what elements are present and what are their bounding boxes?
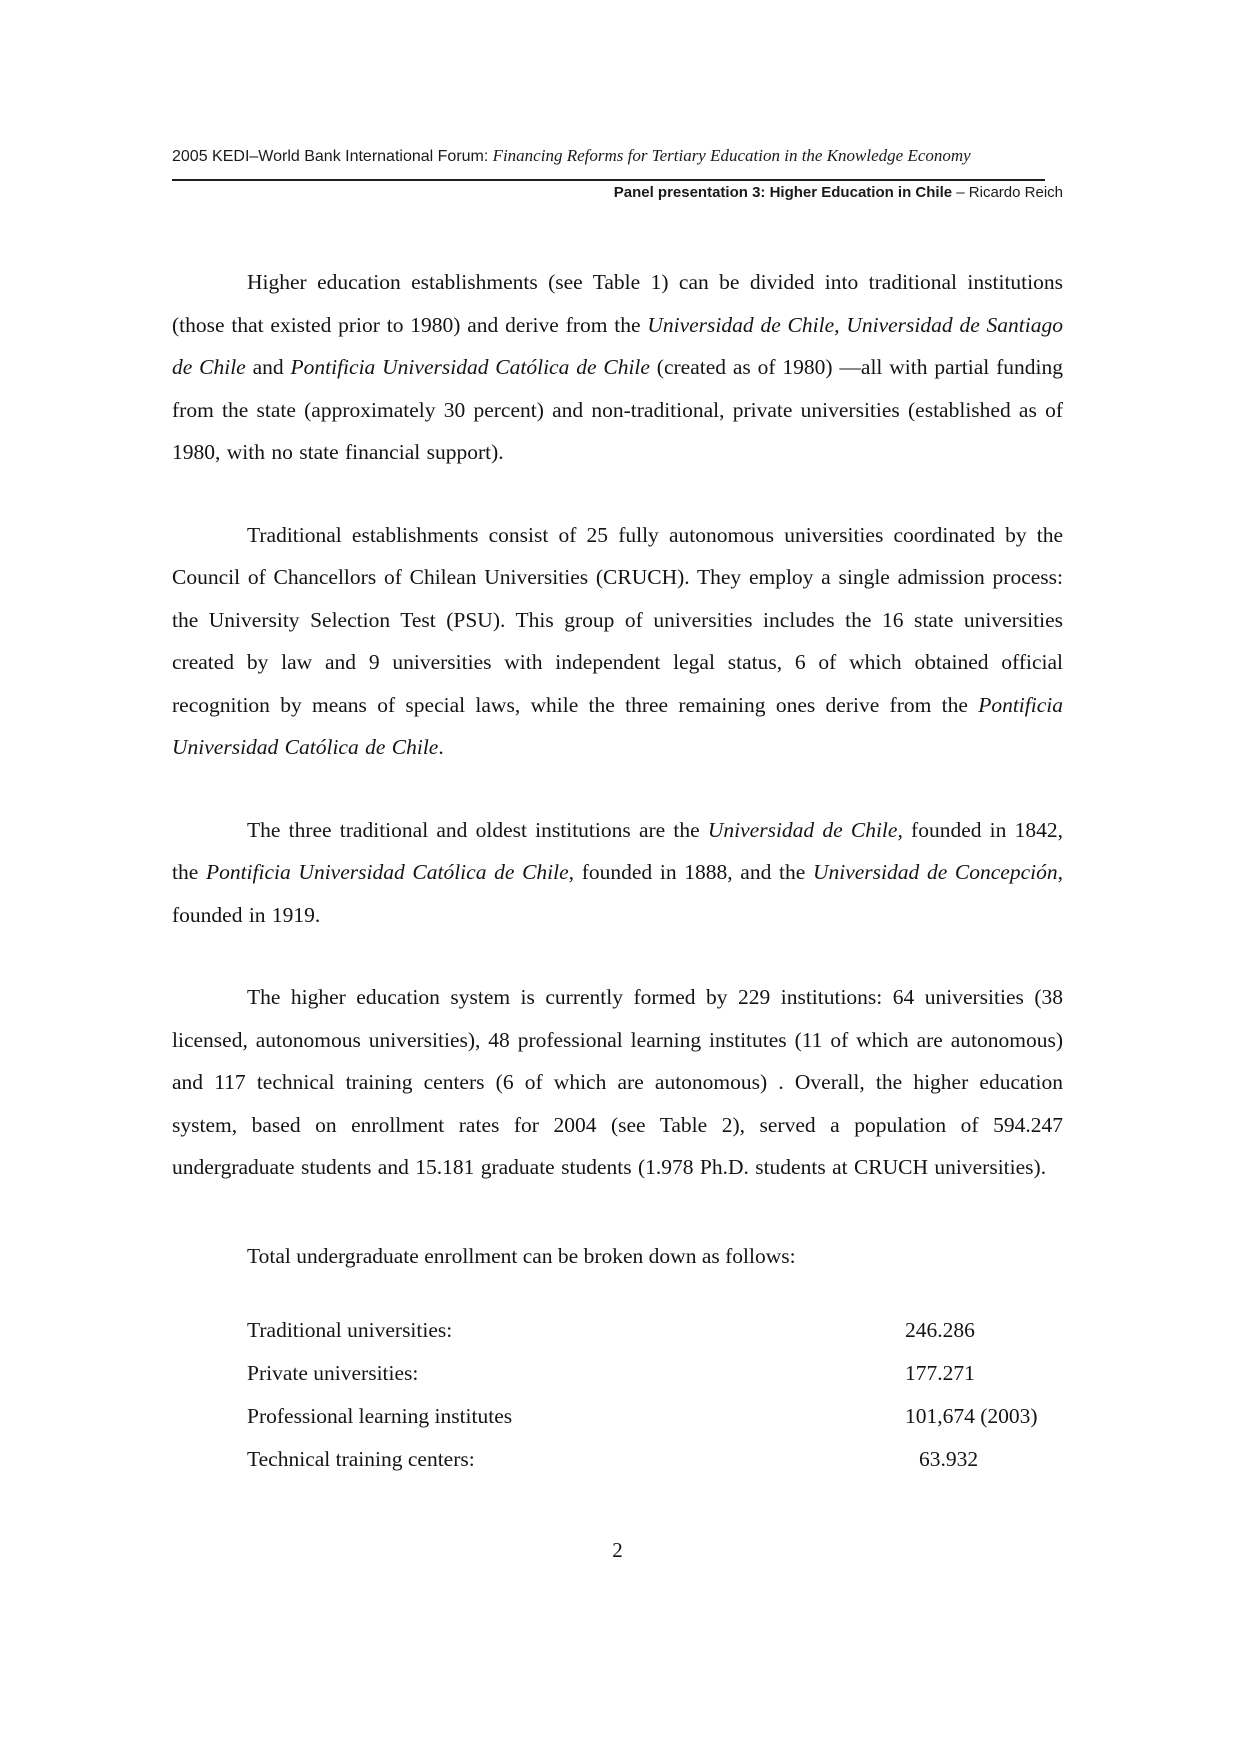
paragraph-traditional-establishments: Traditional establishments consist of 25 fully autonomous universities coordinated by the Council of Chancellors of Chilean Universities (CRUCH). They employ a single admission process: the University Selection Test (PSU). This group of universities includes the 16 state universities created by law and 9 universities with independent legal status, 6 of which obtained official recognition by means of special laws, while the three remaining ones derive from the Pontificia Universidad Católica de Chile.: [172, 522, 1063, 759]
enrollment-value: 246.286: [905, 1318, 975, 1342]
forum-header-line: [172, 145, 1063, 168]
enrollment-intro: Total undergraduate enrollment can be broken down as follows:: [247, 1243, 796, 1268]
panel-header-line: [172, 183, 1063, 203]
enrollment-label: Professional learning institutes: [247, 1404, 513, 1428]
enrollment-label: Private universities:: [247, 1361, 419, 1385]
page-header: [172, 145, 1063, 203]
enrollment-row-technical: [172, 1438, 1063, 1481]
enrollment-row-professional: [172, 1395, 1063, 1438]
enrollment-value: 101,674 (2003): [905, 1404, 1038, 1428]
enrollment-list: [172, 1309, 1063, 1481]
paragraph-oldest-institutions: The three traditional and oldest institutions are the Universidad de Chile, founded in 1842, the Pontificia Universidad Católica de Chile, founded in 1888, and the Universidad de Concepción, founded in 1919.: [172, 817, 1063, 927]
page-number: 2: [612, 1538, 623, 1562]
enrollment-value: 177.271: [905, 1361, 975, 1385]
enrollment-label: Technical training centers:: [247, 1447, 475, 1471]
enrollment-row-traditional: [172, 1309, 1063, 1352]
enrollment-value: 63.932: [919, 1447, 979, 1471]
paragraph-establishments: Higher education establishments (see Table 1) can be divided into traditional institutions (those that existed prior to 1980) and derive from the Universidad de Chile, Universidad de Santiago de Chile and Pontificia Universidad Católica de Chile (created as of 1980) —all with partial funding from the state (approximately 30 percent) and non-traditional, private universities (established as of 1980, with no state financial support).: [172, 270, 1063, 464]
header-rule: [172, 179, 1045, 181]
panel-author: – Ricardo Reich: [952, 184, 1063, 201]
forum-subtitle: Financing Reforms for Tertiary Education in the Knowledge Economy: [488, 146, 971, 165]
paragraph-system-overview: The higher education system is currently formed by 229 institutions: 64 universities (38 licensed, autonomous universities), 48 professional learning institutes (11 of which are autonomous) and 117 technical training centers (6 of which are autonomous) . Overall, the higher education system, based on enrollment rates for 2004 (see Table 2), served a population of 594.247 undergraduate students and 15.181 graduate students (1.978 Ph.D. students at CRUCH universities).: [172, 985, 1063, 1179]
forum-title: 2005 KEDI–World Bank International Forum:: [172, 148, 489, 165]
panel-title: Panel presentation 3: Higher Education in Chile: [613, 184, 953, 201]
document-body: [172, 261, 1063, 1562]
enrollment-row-private: [172, 1352, 1063, 1395]
enrollment-label: Traditional universities:: [247, 1318, 453, 1342]
